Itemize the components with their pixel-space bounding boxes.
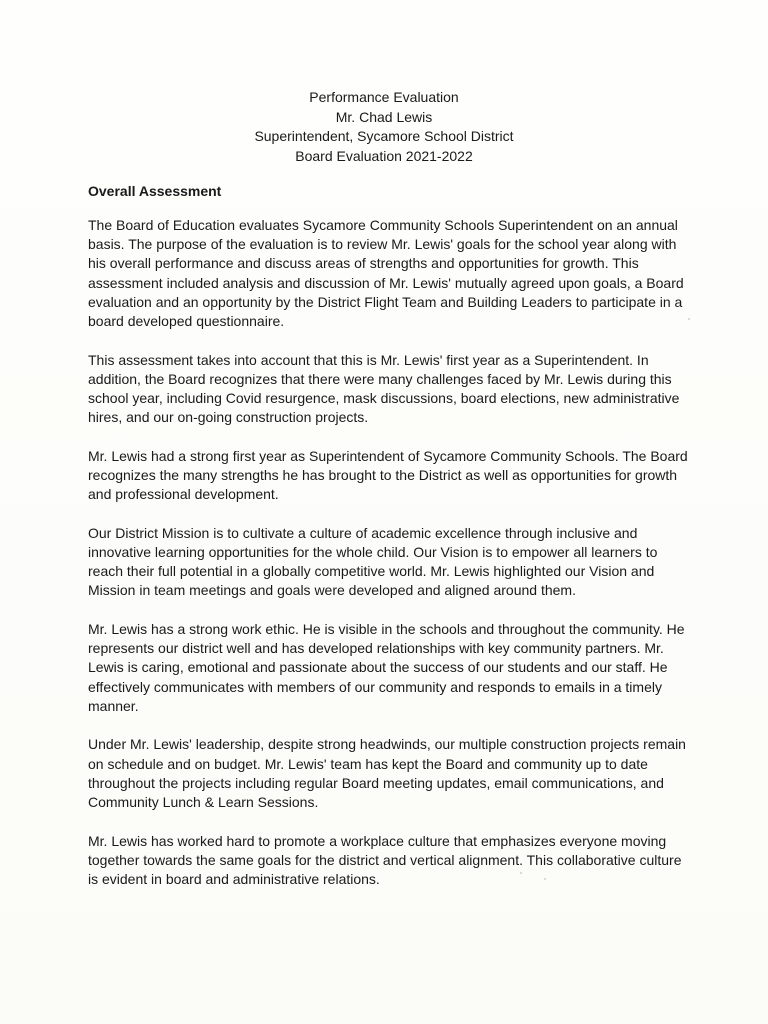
scan-speck: [544, 878, 546, 880]
paragraph-work-ethic: Mr. Lewis has a strong work ethic. He is visible in the schools and throughout the community. He represents our district well and has developed relationships with key community partners. Mr. Lewis is caring, emotional and passionate about the success of our students and our staff. He effectively communicates with members of our community and responds to emails in a timely manner.: [88, 621, 685, 714]
paragraph-mission-vision: Our District Mission is to cultivate a culture of academic excellence through inclusive and innovative learning opportunities for the whole child. Our Vision is to empower all learners to reach their full potential in a globally competitive world. Mr. Lewis highlighted our Vision and Mission in team meetings and goals were developed and aligned around them.: [88, 524, 658, 599]
header-evaluation-period: Board Evaluation 2021-2022: [295, 147, 473, 164]
header-title: Performance Evaluation: [309, 89, 459, 105]
scan-speck: [688, 318, 690, 320]
document-body: [88, 216, 688, 909]
header-position: Superintendent, Sycamore School District: [254, 128, 514, 144]
paragraph-workplace-culture: Mr. Lewis has worked hard to promote a workplace culture that emphasizes everyone moving together towards the same goals for the district and vertical alignment. This collaborative culture is evident in board and administrative relations.: [88, 832, 682, 888]
paragraph-evaluation-purpose: The Board of Education evaluates Sycamore Community Schools Superintendent on an annual basis. The purpose of the evaluation is to review Mr. Lewis' goals for the school year along with his overall performance and discuss areas of strengths and opportunities for growth. This assessment included analysis and discussion of Mr. Lewis' mutually agreed upon goals, a Board evaluation and an opportunity by the District Flight Team and Building Leaders to participate in a board developed questionnaire.: [88, 217, 684, 330]
paragraph-construction-projects: Under Mr. Lewis' leadership, despite strong headwinds, our multiple construction projects remain on schedule and on budget. Mr. Lewis' team has kept the Board and community up to date throughout the projects including regular Board meeting updates, email communications, and Community Lunch & Learn Sessions.: [88, 736, 686, 811]
document-header: [0, 88, 768, 166]
header-person-name: Mr. Chad Lewis: [335, 108, 433, 125]
paragraph-strong-first-year: Mr. Lewis had a strong first year as Superintendent of Sycamore Community Schools. The Board recognizes the many strengths he has brought to the District as well as opportunities for growth and professional development.: [88, 447, 688, 503]
scan-speck: [520, 872, 522, 874]
section-heading: Overall Assessment: [88, 183, 222, 199]
paragraph-first-year-context: This assessment takes into account that this is Mr. Lewis' first year as a Superintendent. In addition, the Board recognizes that there were many challenges faced by Mr. Lewis during this school year, including Covid resurgence, mask discussions, board elections, new administrative hires, and our on-going construction projects.: [88, 351, 680, 426]
